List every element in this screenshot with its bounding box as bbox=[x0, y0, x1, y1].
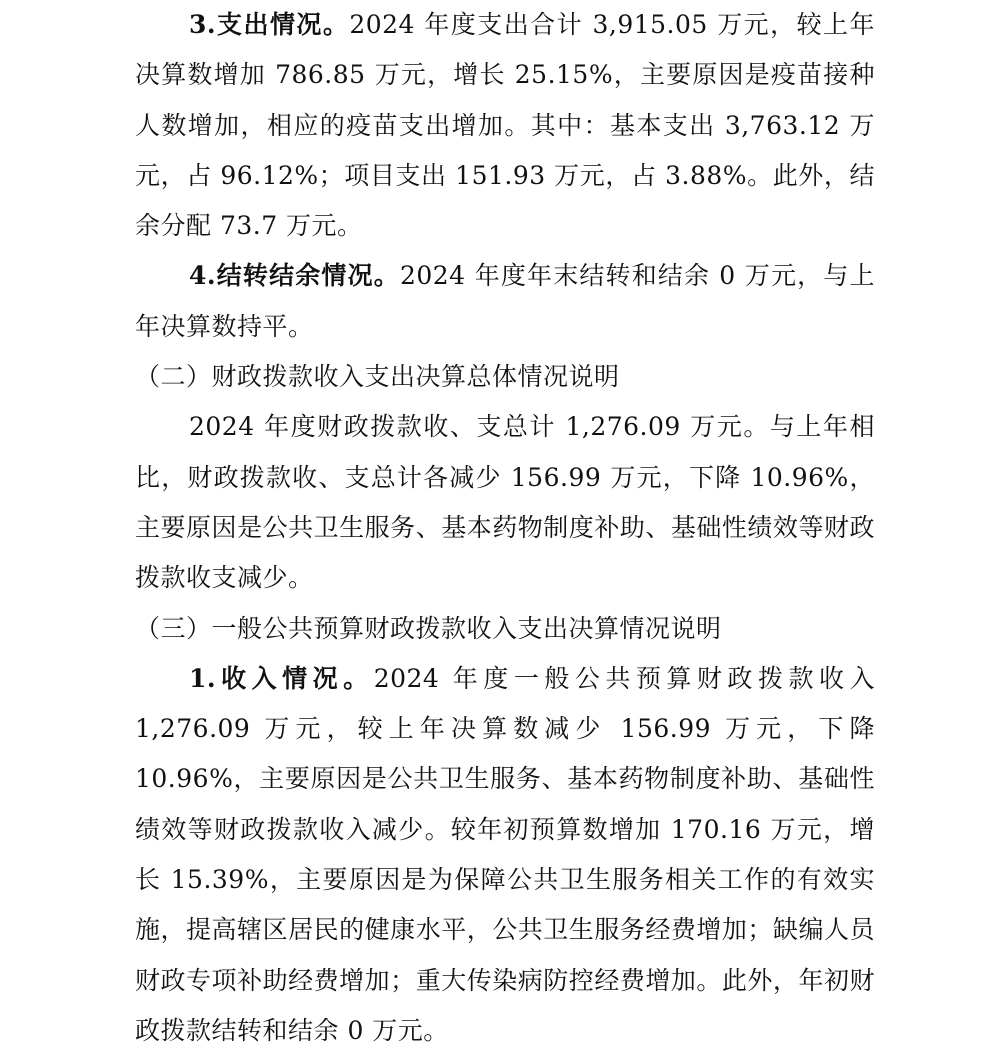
income-heading: 1.收入情况。 bbox=[189, 663, 374, 693]
paragraph-expenditure bbox=[135, 0, 875, 251]
carryover-text: 2024 年度年末结转和结余 0 万元，与上年决算数持平。 bbox=[135, 261, 876, 341]
section-2-text: 2024 年度财政拨款收、支总计 1,276.09 万元。与上年相比，财政拨款收、支总计各减少 156.99 万元，下降 10.96%，主要原因是公共卫生服务、基本药物制度补助、基础性绩效等财政拨款收支减少。 bbox=[135, 412, 875, 593]
document-page bbox=[135, 0, 875, 1056]
carryover-heading: 4.结转结余情况。 bbox=[189, 261, 400, 291]
paragraph-carryover bbox=[135, 251, 875, 352]
section-2-heading: （二）财政拨款收入支出决算总体情况说明 bbox=[135, 362, 620, 392]
income-text: 2024 年度一般公共预算财政拨款收入 1,276.09 万元，较上年决算数减少 156.99 万元，下降 10.96%，主要原因是公共卫生服务、基本药物制度补助、基础性绩效等财政拨款收入减少。较年初预算数增加 170.16 万元，增长 15.39%，主要原因是为保障公共卫生服务相关工作的有效实施，提高辖区居民的健康水平，公共卫生服务经费增加；缺编人员财政专项补助经费增加；重大传染病防控经费增加。此外，年初财政拨款结转和结余 0 万元。 bbox=[135, 663, 875, 1045]
section-3-heading: （三）一般公共预算财政拨款收入支出决算情况说明 bbox=[135, 613, 722, 643]
paragraph-income bbox=[135, 654, 875, 1056]
expenditure-text: 2024 年度支出合计 3,915.05 万元，较上年决算数增加 786.85 万元，增长 25.15%，主要原因是疫苗接种人数增加，相应的疫苗支出增加。其中：基本支出 3,763.12 万元，占 96.12%；项目支出 151.93 万元，占 3.88%。此外，结余分配 73.7 万元。 bbox=[135, 10, 875, 241]
expenditure-heading: 3.支出情况。 bbox=[189, 10, 350, 39]
